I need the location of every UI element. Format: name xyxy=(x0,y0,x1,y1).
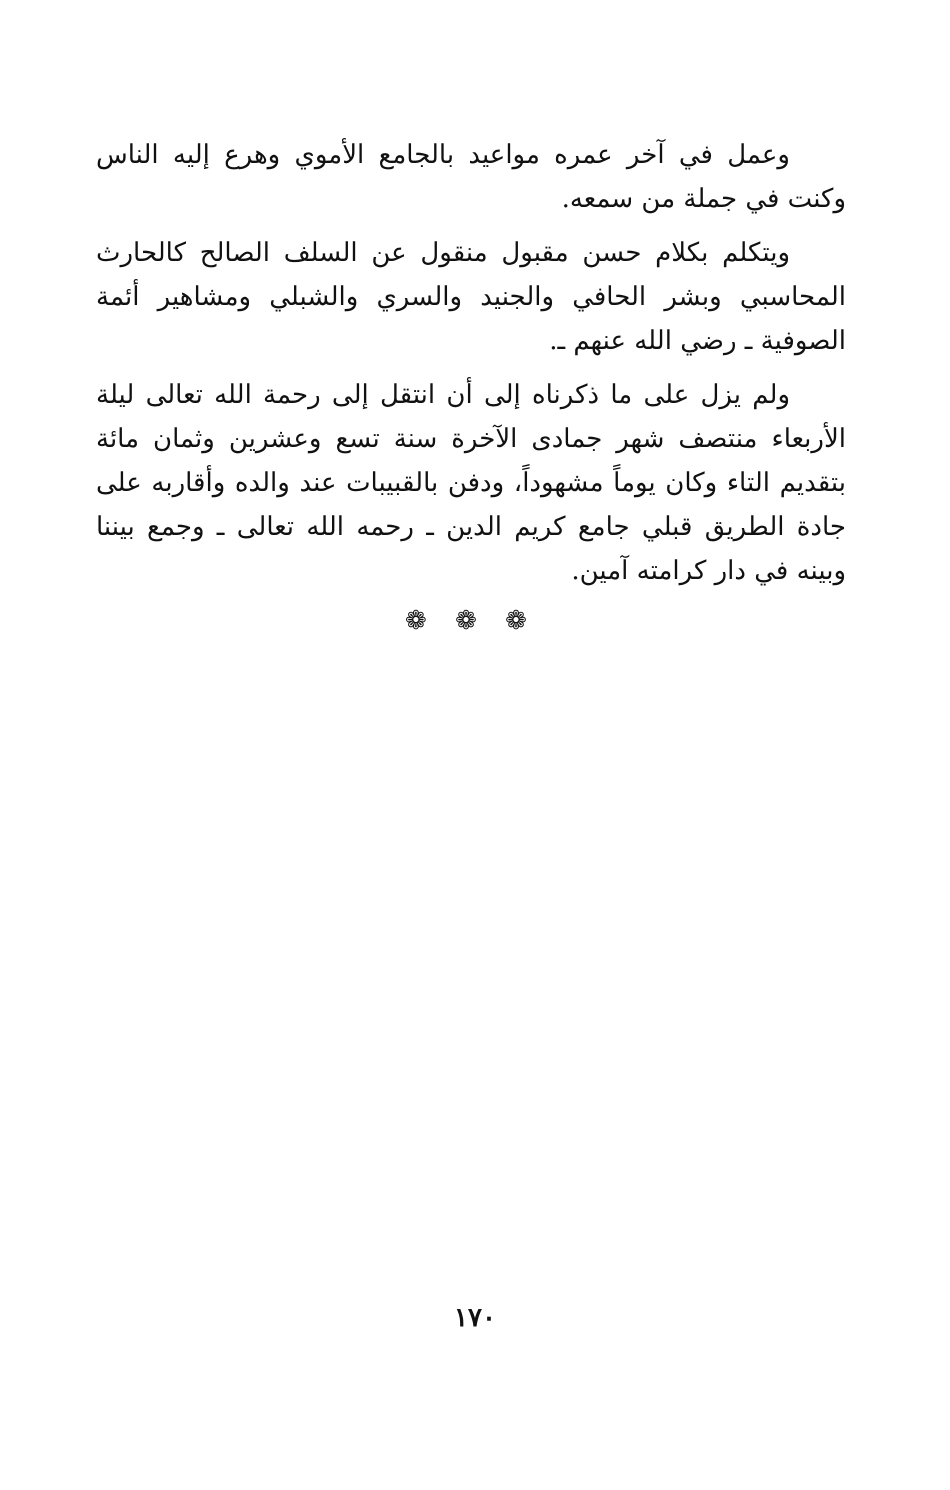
paragraph-1-text: وعمل في آخر عمره مواعيد بالجامع الأموي وهرع إليه الناس وكنت في جملة من سمعه. xyxy=(96,140,846,214)
paragraph-3-text: ولم يزل على ما ذكرناه إلى أن انتقل إلى رحمة الله تعالى ليلة الأربعاء منتصف شهر جمادى الآخرة سنة تسع وعشرين وثمان مائة بتقديم التاء وكان يوماً مشهوداً، ودفن بالقبيبات عند والده وأقاربه على جادة الطريق قبلي جامع كريم الدين ـ رحمه الله تعالى ـ وجمع بيننا وبينه في دار كرامته آمين. xyxy=(96,380,846,586)
paragraph-2-text: ويتكلم بكلام حسن مقبول منقول عن السلف الصالح كالحارث المحاسبي وبشر الحافي والجنيد والسري والشبلي ومشاهير أئمة الصوفية ـ رضي الله عنهم ـ. xyxy=(96,238,846,356)
body-text xyxy=(96,133,846,639)
page-number: ١٧٠ xyxy=(454,1303,496,1333)
paragraph-2 xyxy=(96,231,846,363)
section-separator-ornament: ❁ ❁ ❁ xyxy=(405,606,537,636)
paragraph-1 xyxy=(96,133,846,221)
paragraph-3 xyxy=(96,373,846,593)
